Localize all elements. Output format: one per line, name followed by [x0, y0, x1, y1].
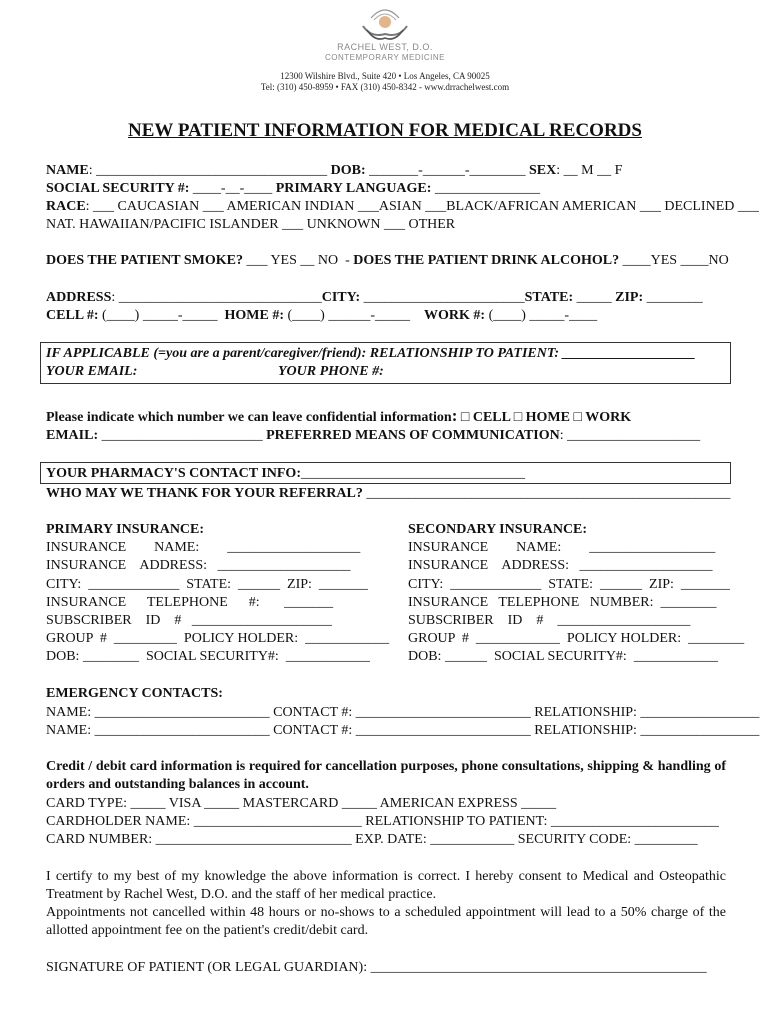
secondary-insurance-line[interactable]: INSURANCE TELEPHONE NUMBER: ________	[408, 594, 717, 610]
consent-certify: I certify to my best of my knowledge the above information is correct. I hereby consent to Medical and Osteopathic Treatment by Rachel West, D.O. and the staff of her medical practice.	[46, 869, 726, 902]
cell-field[interactable]: (____) _____-_____	[98, 308, 225, 323]
phone-row	[46, 307, 597, 325]
ssn-label: SOCIAL SECURITY #:	[46, 181, 190, 196]
address-row	[46, 289, 703, 307]
practice-contact: Tel: (310) 450-8959 • FAX (310) 450-8342 - www.drrachelwest.com	[260, 82, 510, 92]
preferred-field[interactable]: : ___________________	[559, 428, 701, 443]
race-row-continued[interactable]: NAT. HAWAIIAN/PACIFIC ISLANDER ___ UNKNOWN ___ OTHER	[46, 217, 456, 232]
secondary-insurance-line[interactable]: GROUP # ____________ POLICY HOLDER: ________	[408, 631, 745, 647]
city-field[interactable]: _______________________	[360, 290, 525, 305]
emergency-heading: EMERGENCY CONTACTS:	[46, 686, 223, 701]
email-row	[46, 427, 700, 445]
address-field[interactable]: : _____________________________	[111, 290, 322, 305]
smoke-label: DOES THE PATIENT SMOKE?	[46, 253, 243, 268]
zip-field[interactable]: ________	[643, 290, 703, 305]
race-row	[46, 198, 759, 216]
secondary-insurance-line[interactable]: SUBSCRIBER ID # ___________________	[408, 613, 691, 629]
smoke-alcohol-row	[46, 252, 729, 270]
state-field[interactable]: _____	[573, 290, 616, 305]
guardian-email-label[interactable]: YOUR EMAIL:	[46, 364, 138, 379]
ssn-language-row	[46, 180, 540, 198]
email-label: EMAIL:	[46, 428, 99, 443]
primary-insurance-line[interactable]: DOB: ________ SOCIAL SECURITY#: ____________	[46, 649, 370, 665]
primary-insurance-line[interactable]: INSURANCE TELEPHONE #: _______	[46, 594, 334, 610]
primary-insurance-line[interactable]: SUBSCRIBER ID # ____________________	[46, 613, 332, 629]
pharmacy-field[interactable]: ________________________________	[300, 466, 525, 481]
brand-name: RACHEL WEST, D.O.	[337, 42, 433, 52]
confidential-row	[46, 407, 631, 427]
name-label: NAME	[46, 163, 89, 178]
brand-tagline: CONTEMPORARY MEDICINE	[325, 53, 445, 62]
card-type-row[interactable]: CARD TYPE: _____ VISA _____ MASTERCARD _____ AMERICAN EXPRESS _____	[46, 796, 557, 811]
name-dob-sex-row	[46, 162, 622, 180]
sex-label: SEX	[529, 163, 557, 178]
name-field[interactable]: : _________________________________	[88, 163, 331, 178]
state-label: STATE:	[524, 290, 574, 305]
pharmacy-label: YOUR PHARMACY'S CONTACT INFO:	[46, 466, 301, 481]
email-field[interactable]: _______________________	[98, 428, 267, 443]
confidential-colon: :	[451, 406, 458, 425]
emergency-contact-row[interactable]: NAME: _________________________ CONTACT #: _________________________ RELATIONSHIP: _________________	[46, 705, 760, 720]
secondary-insurance-line[interactable]: INSURANCE NAME: __________________	[408, 540, 716, 556]
preferred-label: PREFERRED MEANS OF COMMUNICATION	[266, 428, 560, 443]
form-title: NEW PATIENT INFORMATION FOR MEDICAL RECORDS	[128, 120, 642, 141]
cardholder-row[interactable]: CARDHOLDER NAME: ________________________ RELATIONSHIP TO PATIENT: ________________________	[46, 814, 719, 829]
card-number-row[interactable]: CARD NUMBER: ____________________________ EXP. DATE: ____________ SECURITY CODE: _________	[46, 832, 698, 847]
payment-notice: Credit / debit card information is required for cancellation purposes, phone consultations, shipping & handling of orders and outstanding balances in account.	[46, 759, 726, 792]
referral-row	[46, 485, 730, 503]
secondary-insurance-line[interactable]: CITY: _____________ STATE: ______ ZIP: _______	[408, 576, 730, 592]
zip-label: ZIP:	[615, 290, 644, 305]
primary-insurance-line[interactable]: INSURANCE ADDRESS: ___________________	[46, 558, 351, 574]
secondary-insurance-line[interactable]: DOB: ______ SOCIAL SECURITY#: ____________	[408, 649, 718, 665]
smoke-options[interactable]: ___ YES __ NO -	[242, 253, 354, 268]
address-label: ADDRESS	[46, 290, 112, 305]
dob-label: DOB:	[330, 163, 366, 178]
ssn-field[interactable]: ____-__-____	[189, 181, 276, 196]
cancellation-policy: Appointments not cancelled within 48 hours or no-shows to a scheduled appointment will lead to a 50% charge of the allotted appointment fee on the patient's credit/debit card.	[46, 905, 726, 938]
work-field[interactable]: (____) _____-____	[485, 308, 598, 323]
practice-address: 12300 Wilshire Blvd., Suite 420 • Los Angeles, CA 90025	[280, 71, 490, 81]
home-field[interactable]: (____) ______-_____	[284, 308, 425, 323]
signature-row[interactable]: SIGNATURE OF PATIENT (OR LEGAL GUARDIAN): ________________________________________________	[46, 960, 707, 975]
secondary-insurance-heading: SECONDARY INSURANCE:	[408, 522, 588, 537]
primary-insurance-line[interactable]: CITY: _____________ STATE: ______ ZIP: _______	[46, 576, 368, 592]
race-options[interactable]: : ___ CAUCASIAN ___ AMERICAN INDIAN ___ASIAN ___BLACK/AFRICAN AMERICAN ___ DECLINED ___	[85, 199, 759, 214]
language-label: PRIMARY LANGUAGE:	[275, 181, 432, 196]
referral-label: WHO MAY WE THANK FOR YOUR REFERRAL?	[46, 486, 363, 501]
primary-insurance-line[interactable]: GROUP # _________ POLICY HOLDER: ____________	[46, 631, 390, 647]
guardian-phone-label[interactable]: YOUR PHONE #:	[278, 364, 384, 379]
race-label: RACE	[46, 199, 86, 214]
primary-insurance-line[interactable]: INSURANCE NAME: ___________________	[46, 540, 361, 556]
guardian-relationship[interactable]: IF APPLICABLE (=you are a parent/caregiver/friend): RELATIONSHIP TO PATIENT: ___________________	[46, 346, 696, 361]
emergency-contact-row[interactable]: NAME: _________________________ CONTACT #: _________________________ RELATIONSHIP: _________________	[46, 723, 760, 738]
city-label: CITY:	[321, 290, 361, 305]
confidential-options[interactable]: □ CELL □ HOME □ WORK	[457, 410, 632, 425]
secondary-insurance-line[interactable]: INSURANCE ADDRESS: ___________________	[408, 558, 713, 574]
home-label: HOME #:	[224, 308, 285, 323]
alcohol-label: DOES THE PATIENT DRINK ALCOHOL?	[353, 253, 620, 268]
secondary-insurance	[408, 521, 744, 667]
primary-insurance-heading: PRIMARY INSURANCE:	[46, 522, 205, 537]
sex-options[interactable]: : __ M __ F	[556, 163, 623, 178]
alcohol-options[interactable]: ____YES ____NO	[619, 253, 729, 268]
work-label: WORK #:	[424, 308, 486, 323]
pharmacy-row	[46, 465, 525, 483]
cell-label: CELL #:	[46, 308, 99, 323]
dob-field[interactable]: _______-______-________	[365, 163, 529, 178]
confidential-prompt: Please indicate which number we can leave confidential information	[46, 410, 452, 425]
primary-insurance	[46, 521, 389, 667]
referral-field[interactable]: ____________________________________________________	[362, 486, 731, 501]
language-field[interactable]: _______________	[431, 181, 540, 196]
